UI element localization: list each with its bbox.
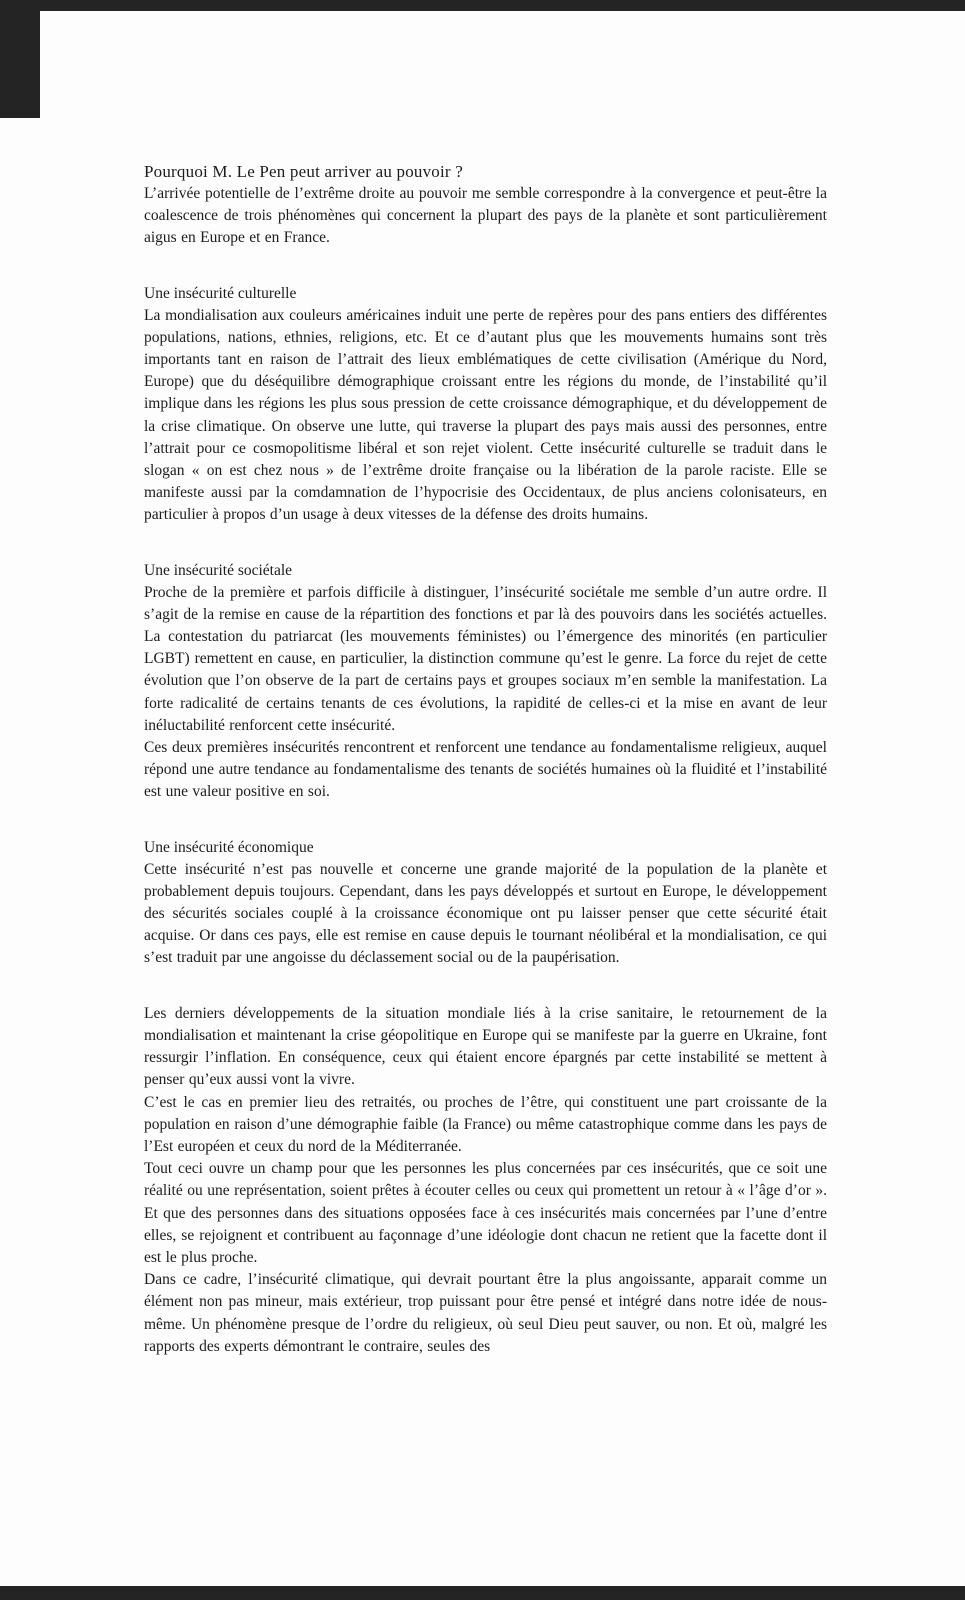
section-heading-culturelle: Une insécurité culturelle bbox=[144, 284, 297, 302]
paragraph-age-dor: Tout ceci ouvre un champ pour que les personnes les plus concernées par ces insécurités, que ce soit une réalité ou une représentation, soient prêtes à écouter celles ou ceux qui promettent un retour à « l’âge d’or ». Et que des personnes dans des situations opposées face à ces insécurités mais concernées par l’une d’entre elles, se rejoignent et contribuent au façonnage d’une idéologie dont chacun ne retient que la facette dont il est le plus proche. bbox=[144, 1160, 827, 1266]
section-insecurite-societale bbox=[144, 560, 827, 737]
scan-shadow-top bbox=[0, 0, 965, 11]
section-insecurite-economique bbox=[144, 837, 827, 970]
section-crise-mondiale bbox=[144, 1003, 827, 1158]
scan-shadow-bottom bbox=[0, 1586, 965, 1600]
section-heading-economique: Une insécurité économique bbox=[144, 838, 314, 856]
document-body bbox=[144, 160, 827, 1358]
intro-paragraph: L’arrivée potentielle de l’extrême droite au pouvoir me semble correspondre à la convergence et peut-être la coalescence de trois phénomènes qui concernent la plupart des pays de la planète et sont particulièrement aigus en Europe et en France. bbox=[144, 185, 827, 247]
section-insecurite-culturelle bbox=[144, 283, 827, 527]
paragraph-fondamentalisme: Ces deux premières insécurités rencontrent et renforcent une tendance au fondamentalisme religieux, auquel répond une autre tendance au fondamentalisme des tenants de sociétés humaines où la fluidité et l’instabilité est une valeur positive en soi. bbox=[144, 739, 827, 801]
section-paragraph-societale: Proche de la première et parfois difficile à distinguer, l’insécurité sociétale me semble d’un autre ordre. Il s’agit de la remise en cause de la répartition des fonctions et par là des pouvoirs dans les sociétés actuelles. La contestation du patriarcat (les mouvements féministes) ou l’émergence des minorités (en particulier LGBT) remettent en cause, en particulier, la distinction commune qu’est le genre. La force du rejet de cette évolution que l’on observe de la part de certains pays et groupes sociaux m’en semble la manifestation. La forte radicalité de certains tenants de ces évolutions, la rapidité de celles-ci et la mise en avant de leur inéluctabilité renforcent cette insécurité. bbox=[144, 583, 827, 734]
paragraph-insecurite-climatique: Dans ce cadre, l’insécurité climatique, qui devrait pourtant être la plus angoissante, apparait comme un élément non pas mineur, mais extérieur, trop puissant pour être pensé et intégré dans notre idée de nous-même. Un phénomène presque de l’ordre du religieux, où seul Dieu peut sauver, ou non. Et où, malgré les rapports des experts démontrant le contraire, seules des bbox=[144, 1271, 827, 1355]
section-paragraph-culturelle: La mondialisation aux couleurs américaines induit une perte de repères pour des pans entiers des différentes populations, nations, ethnies, religions, etc. Et ce d’autant plus que les mouvements humains sont très importants tant en raison de l’attrait des lieux emblématiques de cette civilisation (Amérique du Nord, Europe) que du déséquilibre démographique croissant entre les régions du monde, de l’instabilité qu’il implique dans les régions les plus sous pression de cette croissance démographique, et du développement de la crise climatique. On observe une lutte, qui traverse la plupart des pays mais aussi des personnes, entre l’attrait pour ce cosmopolitisme libéral et son rejet violent. Cette insécurité culturelle se traduit dans le slogan « on est chez nous » de l’extrême droite française ou la libération de la parole raciste. Elle se manifeste aussi par la comdamnation de l’hypocrisie des Occidentaux, de plus anciens colonisateurs, en particulier à propos d’un usage à deux vitesses de la défense des droits humains. bbox=[144, 306, 827, 524]
paragraph-retraites: C’est le cas en premier lieu des retraités, ou proches de l’être, qui constituent une part croissante de la population en raison d’une démographie faible (la France) ou même catastrophique comme dans les pays de l’Est européen et ceux du nord de la Méditerranée. bbox=[144, 1093, 827, 1155]
scan-shadow-top-left bbox=[0, 0, 40, 118]
section-heading-societale: Une insécurité sociétale bbox=[144, 561, 293, 579]
section-paragraph-economique: Cette insécurité n’est pas nouvelle et concerne une grande majorité de la population de la planète et probablement depuis toujours. Cependant, dans les pays développés et surtout en Europe, le développement des sécurités sociales couplé à la croissance économique ont pu laisser penser que cette sécurité était acquise. Or dans ces pays, elle est remise en cause depuis le tournant néolibéral et la mondialisation, ce qui s’est traduit par une angoisse du déclassement social ou de la paupérisation. bbox=[144, 860, 827, 967]
document-title: Pourquoi M. Le Pen peut arriver au pouvoir ? bbox=[144, 162, 463, 181]
paragraph-crise-sanitaire: Les derniers développements de la situation mondiale liés à la crise sanitaire, le retournement de la mondialisation et maintenant la crise géopolitique en Europe qui se manifeste par la guerre en Ukraine, font ressurgir l’inflation. En conséquence, ceux qui étaient encore épargnés par cette instabilité se mettent à penser qu’eux aussi vont la vivre. bbox=[144, 1004, 827, 1089]
